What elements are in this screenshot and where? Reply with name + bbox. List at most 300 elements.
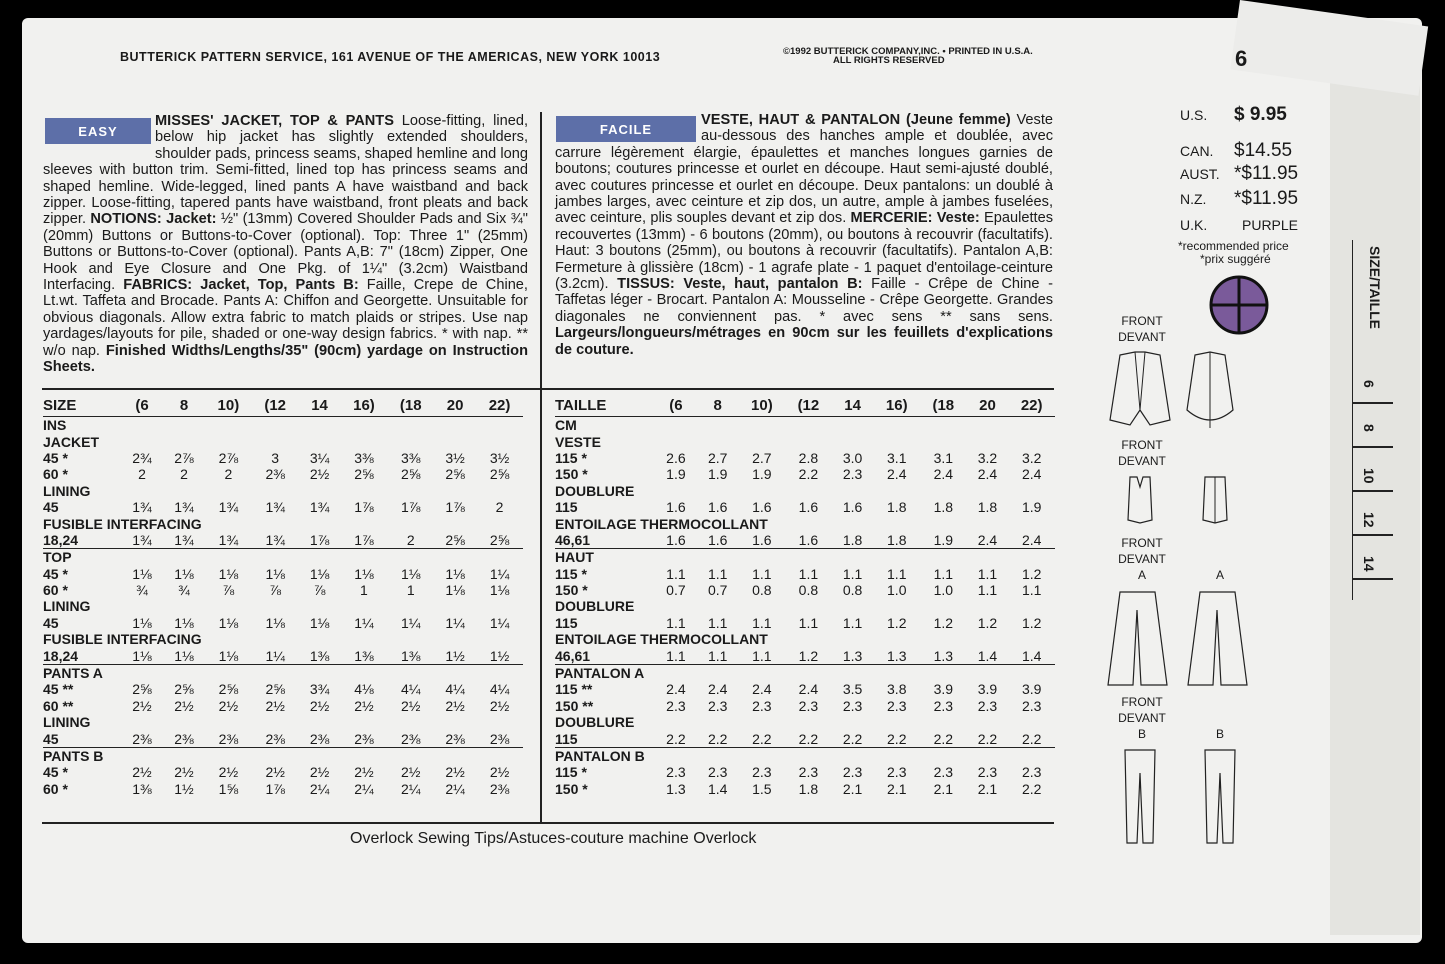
table-cell: 2 — [495, 499, 504, 516]
table-cell: 3.9 — [933, 681, 954, 698]
table-cell: 2⅜ — [174, 730, 194, 747]
table-section-row — [43, 747, 523, 764]
table-section-title: LINING — [43, 598, 91, 615]
french-description: VESTE, HAUT & PANTALON (Jeune femme) Veste au-dessous des hanches ample et doublée, avec carrure légèrement élargie, épaulettes et manches longues garnies de boutons; coutures princesse et ourlet en découpe. Haut semi-ajusté doublé, avec coutures princesse et ourlet en découpe. Deux pantalons: un doublé à jambes larges, avec ceinture et zip dos, un autre, ample à jambes fuselées, avec ceinture, plis souples devant et zip dos. MERCERIE: Veste: Epaulettes recouvertes (13mm) - 6 boutons (20mm), ou boutons à recouvrir (facultatifs). Haut: 3 boutons (25mm), ou boutons à recouvrir (facultatifs). Pantalon A,B: Fermeture à glissière (18cm) - 1 agrafe plate - 1 paquet d'entoilage-ceinture (3.2cm). TISSUS: Veste, haut, pantalon B: Faille - Crêpe de Chine - Taffetas léger - Brocart. Pantalon A: Mousseline - Crêpe Georgette. Grandes diagonales ne conviennent pas. * avec sens ** sans sens. Largeurs/longueurs/métrages en 90cm sur les feuillets d'explications de couture. — [555, 112, 1054, 358]
table-cell: 60 ** — [43, 697, 74, 714]
jacket-front-sketch-icon — [1105, 350, 1175, 430]
table-row — [555, 781, 1055, 797]
table-cell: 2½ — [401, 764, 421, 781]
price-row — [1180, 188, 1298, 210]
table-cell: 2.3 — [752, 697, 772, 714]
table-cell: 2⅜ — [309, 730, 330, 747]
table-cell: 45 — [43, 499, 59, 516]
table-cell: 1⅜ — [309, 647, 330, 664]
table-section-row — [555, 714, 1055, 730]
table-section-row — [43, 515, 523, 531]
size-tick — [1353, 534, 1393, 536]
table-cell: 2.4 — [666, 681, 686, 698]
price-label: U.K. — [1180, 217, 1208, 233]
table-cell: 2.4 — [707, 681, 728, 698]
table-cell: 115 — [555, 499, 578, 516]
pants-a-back-sketch-icon — [1185, 590, 1250, 690]
table-cell: 1⅛ — [174, 614, 194, 631]
size-tick — [1353, 446, 1393, 448]
table-cell: 3.9 — [977, 681, 998, 698]
table-cell: 2½ — [354, 764, 374, 781]
table-section-title: PANTS B — [43, 747, 523, 764]
table-cell: 45 * — [43, 565, 68, 582]
column-divider — [540, 112, 542, 824]
table-cell: 2½ — [445, 764, 465, 781]
table-cell: 0.8 — [798, 582, 819, 599]
table-cell: 2.4 — [1021, 531, 1042, 548]
table-cell: 2.6 — [666, 449, 686, 466]
size-mark: 10 — [1361, 468, 1377, 484]
table-cell: 3¾ — [309, 681, 330, 698]
table-cell: 1¼ — [265, 647, 285, 664]
table-section-row — [555, 598, 1055, 614]
table-cell: 1.3 — [887, 647, 907, 664]
table-cell: 3.2 — [977, 449, 998, 466]
table-cell: 1⅞ — [265, 780, 285, 797]
table-cell: 1.3 — [933, 647, 954, 664]
table-cell: 1⅛ — [445, 582, 465, 599]
size-mark: 14 — [1361, 556, 1377, 572]
table-cell: 3.2 — [1021, 449, 1042, 466]
table-cell: 1.6 — [752, 531, 772, 548]
table-cell: 1.6 — [842, 499, 863, 516]
table-cell: 2½ — [218, 697, 239, 714]
table-cell: 1⅞ — [401, 499, 421, 516]
table-cell: 0.8 — [752, 582, 772, 599]
table-cell: 2½ — [132, 764, 152, 781]
table-cell: 46,61 — [555, 531, 591, 548]
table-cell: 1.6 — [707, 499, 728, 516]
table-cell: 1.2 — [887, 614, 907, 631]
table-cell: 1¾ — [309, 499, 330, 516]
french-yardage-table — [555, 394, 1055, 797]
uk-price-circle-icon — [1208, 274, 1270, 336]
table-cell: 2½ — [218, 764, 239, 781]
table-cell: 2.3 — [752, 764, 772, 781]
table-section-title: JACKET — [43, 433, 100, 450]
table-cell: 1⅛ — [218, 647, 239, 664]
table-cell: 3.0 — [842, 449, 863, 466]
table-cell: 2½ — [309, 466, 330, 483]
table-cell: 1¼ — [445, 614, 465, 631]
table-cell: 2½ — [265, 697, 285, 714]
table-section-title: HAUT — [555, 549, 1055, 566]
table-cell: 2.7 — [707, 449, 728, 466]
table-cell: ⅞ — [269, 582, 282, 599]
table-cell: 1⅜ — [132, 780, 152, 797]
table-cell: 1.1 — [707, 565, 728, 582]
table-cell: 2⅜ — [265, 730, 285, 747]
table-header-cell: 20 — [434, 394, 476, 417]
size-mark: 6 — [1361, 380, 1377, 388]
table-cell: 2¼ — [309, 780, 330, 797]
copyright: ©1992 BUTTERICK COMPANY,INC. • PRINTED IN U.S.A. ALL RIGHTS RESERVED — [783, 46, 1033, 66]
table-cell: 1.6 — [666, 531, 686, 548]
table-section-title: CM — [555, 417, 577, 434]
size-mark: 12 — [1361, 512, 1377, 528]
table-cell: 1.8 — [933, 499, 954, 516]
top-back-sketch-icon — [1200, 475, 1230, 525]
table-cell: 45 ** — [43, 681, 74, 698]
table-cell: 4¼ — [401, 681, 421, 698]
table-section-row — [555, 664, 1055, 681]
table-header-cell: 22) — [1008, 394, 1055, 417]
table-section-row — [43, 631, 523, 647]
table-header-cell: (6 — [655, 394, 697, 417]
table-cell: 1.0 — [887, 582, 907, 599]
table-cell: 3⅜ — [401, 449, 421, 466]
table-header-cell: SIZE — [43, 394, 121, 417]
table-header-cell: TAILLE — [555, 394, 655, 417]
price-label: N.Z. — [1180, 191, 1207, 207]
table-section-title: PANTS A — [43, 664, 523, 681]
table-section-title: LINING — [43, 482, 91, 499]
table-cell: 46,61 — [555, 647, 591, 664]
table-cell: 2⅝ — [489, 466, 510, 483]
table-header-cell: (12 — [252, 394, 299, 417]
price-row — [1180, 140, 1292, 162]
facile-badge: FACILE — [556, 116, 696, 142]
table-row — [555, 647, 1055, 664]
table-section-row — [555, 515, 1055, 531]
table-cell: 1.6 — [798, 499, 819, 516]
table-cell: 2.2 — [707, 730, 728, 747]
table-cell: 115 — [555, 730, 578, 747]
table-cell: 3¼ — [309, 449, 330, 466]
table-cell: 3.8 — [887, 681, 907, 698]
english-description: MISSES' JACKET, TOP & PANTS Loose-fitting, lined, below hip jacket has slightly extended shoulders, shoulder pads, princess seams, shaped hemline and long sleeves with button trim. Semi-fitted, lined top has princess seams and shaped hemline. Wide-legged, lined pants A have waistband and back zipper. Loose-fitting, tapered pants have waistband, front pleats and back zipper. NOTIONS: Jacket: ½" (13mm) Covered Shoulder Pads and Six ¾" (20mm) Buttons or Buttons-to-Cover (optional). Top: Three 1" (25mm) Buttons or Buttons-to-Cover (optional). Pants A,B: 7" (18cm) Zipper, One Hook and Eye Closure and One Pkg. of 1¼" (3.2cm) Waistband Interfacing. FABRICS: Jacket, Top, Pants B: Faille, Crepe de Chine, Lt.wt. Taffeta and Brocade. Pants A: Chiffon and Georgette. Unsuitable for obvious diagonals. Allow extra fabric to match plaids or stripes. Use nap yardages/layouts for pile, shaded or one-way design fabrics. * with nap. ** w/o nap. Finished Widths/Lengths/35" (90cm) yardage on Instruction Sheets. — [43, 113, 528, 376]
table-header-cell: 22) — [476, 394, 523, 417]
table-cell: 2⅜ — [445, 730, 465, 747]
table-row — [555, 615, 1055, 631]
table-cell: 0.7 — [707, 582, 728, 599]
table-cell: 1.1 — [977, 582, 998, 599]
table-cell: 3½ — [445, 449, 465, 466]
table-cell: 1¾ — [132, 531, 152, 548]
table-cell: 2⅜ — [218, 730, 239, 747]
table-section-title: LINING — [43, 714, 91, 731]
table-cell: 1.9 — [1021, 499, 1042, 516]
table-cell: 1.4 — [707, 780, 728, 797]
table-cell: 1⅜ — [401, 647, 421, 664]
table-cell: 2⅝ — [354, 466, 374, 483]
table-cell: 2.2 — [666, 730, 686, 747]
table-cell: 2⅞ — [174, 449, 194, 466]
table-cell: 2½ — [489, 697, 510, 714]
table-cell: 1⅛ — [132, 614, 152, 631]
price-value: $ 9.95 — [1234, 104, 1287, 125]
table-cell: 45 — [43, 614, 59, 631]
table-cell: 2.2 — [977, 730, 998, 747]
table-cell: 150 ** — [555, 697, 594, 714]
price-note: *recommended price *prix suggéré — [1178, 239, 1289, 266]
table-cell: 1.5 — [752, 780, 772, 797]
table-cell: 2½ — [354, 697, 374, 714]
table-cell: 1.4 — [977, 647, 998, 664]
table-cell: 1⅛ — [174, 565, 194, 582]
table-cell: 1.1 — [977, 565, 998, 582]
table-cell: 2⅝ — [445, 531, 465, 548]
table-cell: 1.9 — [707, 466, 728, 483]
table-cell: 1.3 — [842, 647, 863, 664]
table-cell: 1⅞ — [354, 499, 374, 516]
table-cell: 1⅛ — [132, 565, 152, 582]
table-cell: 2⅝ — [445, 466, 465, 483]
table-cell: 1¾ — [265, 499, 285, 516]
table-cell: ¾ — [136, 582, 148, 599]
table-cell: 2 — [224, 466, 233, 483]
table-cell: 3 — [271, 449, 280, 466]
table-cell: 1 — [360, 582, 368, 599]
table-header-cell: 14 — [832, 394, 874, 417]
table-header-cell: 16) — [873, 394, 920, 417]
table-header-cell: 20 — [967, 394, 1009, 417]
table-row — [555, 698, 1055, 714]
table-section-row — [555, 433, 1055, 449]
table-cell: 3.1 — [933, 449, 954, 466]
table-section-title: PANTALON A — [555, 664, 1055, 681]
english-yardage-table — [43, 394, 523, 797]
table-row — [555, 532, 1055, 549]
table-cell: 1.0 — [933, 582, 954, 599]
size-tick — [1353, 578, 1393, 580]
table-cell: 1½ — [489, 647, 510, 664]
table-row — [555, 730, 1055, 747]
table-cell: 2.3 — [933, 764, 954, 781]
table-row — [43, 450, 523, 466]
table-section-title: FUSIBLE INTERFACING — [43, 631, 202, 648]
table-cell: 1⅛ — [354, 565, 374, 582]
table-cell: 3.1 — [887, 449, 907, 466]
table-row — [43, 466, 523, 482]
table-cell: 2.3 — [977, 764, 998, 781]
table-section-row — [43, 417, 523, 434]
table-cell: 2.3 — [842, 697, 863, 714]
table-header-cell: (12 — [785, 394, 832, 417]
table-cell: 1.2 — [1021, 565, 1042, 582]
table-section-title: VESTE — [555, 433, 601, 450]
table-row — [43, 566, 523, 582]
table-row — [43, 681, 523, 697]
table-cell: 1.8 — [798, 780, 819, 797]
jacket-back-sketch-icon — [1185, 350, 1235, 430]
table-cell: 2⅜ — [489, 780, 510, 797]
table-cell: 2.3 — [842, 764, 863, 781]
table-cell: 1.1 — [707, 614, 728, 631]
table-cell: 2.2 — [1021, 780, 1042, 797]
table-cell: 2½ — [174, 697, 194, 714]
table-cell: 60 * — [43, 780, 68, 797]
table-row — [43, 615, 523, 631]
table-cell: 1⅛ — [265, 614, 285, 631]
price-label: CAN. — [1180, 143, 1214, 159]
table-cell: 2.2 — [1021, 730, 1042, 747]
table-cell: 3.9 — [1021, 681, 1042, 698]
table-cell: 2½ — [489, 764, 510, 781]
table-cell: 1¾ — [174, 499, 194, 516]
table-cell: 1.1 — [933, 565, 954, 582]
table-section-title: INS — [43, 417, 67, 434]
table-cell: 2½ — [132, 697, 152, 714]
table-cell: 3½ — [489, 449, 510, 466]
table-section-row — [43, 598, 523, 614]
table-cell: 2.3 — [798, 697, 819, 714]
table-cell: 2⅝ — [489, 531, 510, 548]
size-mark: 8 — [1361, 424, 1377, 432]
table-cell: 115 * — [555, 565, 587, 582]
size-tick — [1353, 490, 1393, 492]
top-front-label: FRONT DEVANT — [1118, 438, 1166, 468]
table-cell: 1.8 — [842, 531, 863, 548]
table-row — [555, 499, 1055, 515]
table-cell: 2.3 — [1021, 764, 1042, 781]
table-cell: 115 — [555, 614, 578, 631]
table-section-row — [555, 417, 1055, 434]
price-value: *$11.95 — [1234, 163, 1299, 184]
table-cell: 18,24 — [43, 647, 79, 664]
table-cell: 1.1 — [752, 647, 772, 664]
table-cell: 2 — [406, 531, 415, 548]
table-header-cell: 8 — [163, 394, 205, 417]
table-row — [43, 647, 523, 664]
table-cell: 150 * — [555, 780, 588, 797]
table-header-cell: 14 — [299, 394, 341, 417]
size-tick — [1353, 402, 1393, 404]
table-cell: 2½ — [401, 697, 421, 714]
table-cell: 2.3 — [666, 764, 686, 781]
table-cell: 1⅛ — [445, 565, 465, 582]
table-cell: 0.8 — [842, 582, 863, 599]
table-cell: 1½ — [445, 647, 465, 664]
top-front-sketch-icon — [1125, 475, 1155, 525]
table-header-cell: 10) — [205, 394, 252, 417]
pattern-service-address: BUTTERICK PATTERN SERVICE, 161 AVENUE OF THE AMERICAS, NEW YORK 10013 — [120, 50, 661, 64]
table-cell: 1⅞ — [445, 499, 465, 516]
table-cell: 2⅜ — [401, 730, 421, 747]
table-cell: 115 * — [555, 449, 587, 466]
table-cell: 2.3 — [887, 697, 907, 714]
table-section-row — [43, 664, 523, 681]
table-row — [555, 582, 1055, 598]
pants-a-back-label: A — [1215, 568, 1224, 582]
table-cell: 1.9 — [933, 531, 954, 548]
table-cell: 2.1 — [977, 780, 998, 797]
price-label: AUST. — [1180, 166, 1220, 182]
table-cell: 1¾ — [218, 499, 239, 516]
table-cell: 2⅝ — [174, 681, 194, 698]
table-cell: 2.8 — [798, 449, 819, 466]
table-cell: 1¼ — [489, 614, 510, 631]
jacket-front-label: FRONT DEVANT — [1118, 314, 1166, 344]
table-cell: 2.2 — [752, 730, 772, 747]
table-row — [43, 582, 523, 598]
table-cell: 2.4 — [752, 681, 772, 698]
table-row — [43, 730, 523, 747]
table-cell: 2⅝ — [401, 466, 421, 483]
table-cell: 1¼ — [489, 565, 510, 582]
table-cell: 1.9 — [752, 466, 772, 483]
price-value: PURPLE — [1242, 217, 1299, 233]
table-cell: ⅞ — [313, 582, 326, 599]
table-header-cell: 8 — [697, 394, 739, 417]
table-cell: 2.2 — [933, 730, 954, 747]
table-cell: 2.4 — [1021, 466, 1042, 483]
table-cell: 2.3 — [1021, 697, 1042, 714]
table-cell: 1.2 — [977, 614, 998, 631]
table-section-title: TOP — [43, 549, 523, 566]
table-cell: 2 — [138, 466, 146, 483]
table-cell: 1.1 — [707, 647, 728, 664]
table-cell: 1⅛ — [309, 614, 330, 631]
table-cell: 1.9 — [666, 466, 686, 483]
table-cell: 115 ** — [555, 681, 593, 698]
table-cell: ¾ — [178, 582, 190, 599]
easy-badge: EASY — [45, 118, 151, 144]
table-cell: 1¾ — [218, 531, 239, 548]
table-cell: 1 — [406, 582, 415, 599]
table-cell: 1.3 — [666, 780, 686, 797]
table-section-title: DOUBLURE — [555, 598, 635, 615]
table-cell: 1⅛ — [401, 565, 421, 582]
table-row — [555, 764, 1055, 780]
table-cell: 2.1 — [933, 780, 954, 797]
table-cell: 1.8 — [887, 499, 907, 516]
table-cell: 2½ — [174, 764, 194, 781]
table-cell: 2⅜ — [489, 730, 510, 747]
table-header-cell: (18 — [387, 394, 434, 417]
table-cell: 1.2 — [933, 614, 954, 631]
table-section-title: DOUBLURE — [555, 482, 635, 499]
table-section-row — [555, 631, 1055, 647]
price-row — [1180, 104, 1287, 126]
pattern-number: 6 — [1235, 46, 1248, 71]
table-cell: 1.1 — [1021, 582, 1042, 599]
table-cell: 2.4 — [798, 681, 819, 698]
table-cell: 1⅞ — [309, 531, 330, 548]
table-cell: 1⅞ — [354, 531, 374, 548]
table-cell: 2¼ — [354, 780, 374, 797]
table-cell: 115 * — [555, 764, 587, 781]
table-cell: 2½ — [309, 764, 330, 781]
pants-b-back-label: B — [1215, 727, 1224, 741]
table-header-cell: (6 — [121, 394, 163, 417]
table-cell: 4¼ — [445, 681, 465, 698]
table-cell: 2.3 — [707, 764, 728, 781]
table-cell: 1.1 — [666, 614, 686, 631]
table-row — [43, 532, 523, 549]
table-cell: 1.1 — [887, 565, 907, 582]
table-cell: 45 * — [43, 764, 68, 781]
table-cell: 1.1 — [842, 565, 863, 582]
table-cell: 2.3 — [977, 697, 998, 714]
table-cell: 1¾ — [132, 499, 152, 516]
table-cell: 2⅜ — [265, 466, 285, 483]
table-cell: 2.4 — [933, 466, 954, 483]
table-cell: 1.1 — [752, 565, 772, 582]
table-cell: 2½ — [265, 764, 285, 781]
table-section-row — [555, 549, 1055, 566]
table-cell: 150 * — [555, 582, 588, 599]
table-cell: 2.3 — [887, 764, 907, 781]
table-cell: 1¼ — [401, 614, 421, 631]
table-section-row — [555, 747, 1055, 764]
size-strip-title: SIZE/TAILLE — [1367, 246, 1383, 329]
